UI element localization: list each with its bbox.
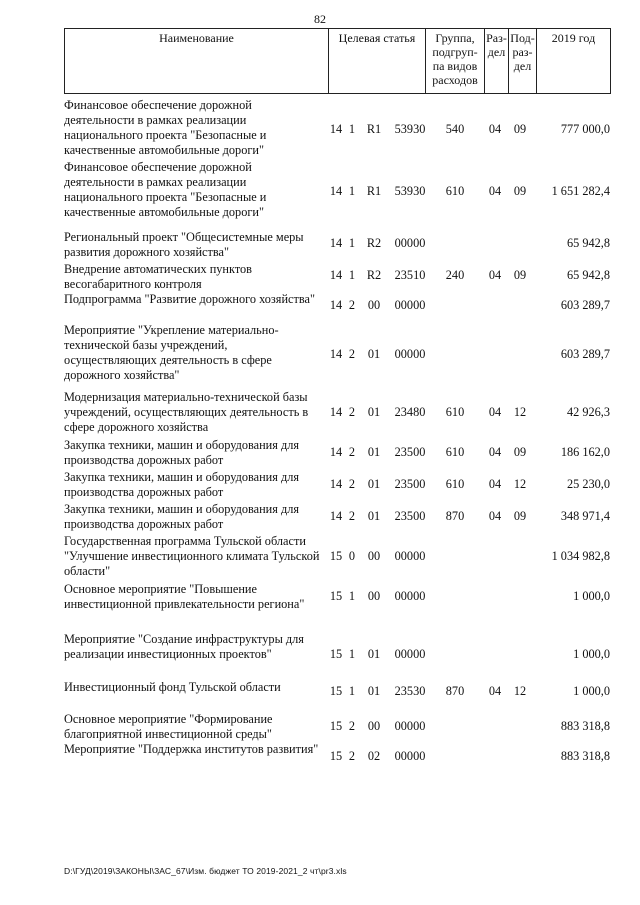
row-n: 00000: [394, 236, 426, 250]
row-s: 1: [348, 236, 356, 250]
row-n: 00000: [394, 549, 426, 563]
row-r: R2: [366, 268, 382, 282]
row-r: 01: [367, 684, 381, 698]
header-section: Раз-дел: [485, 29, 509, 94]
row-p: 15: [329, 684, 343, 698]
row-r: 01: [367, 347, 381, 361]
row-n: 00000: [394, 347, 426, 361]
row-amt: 348 971,4: [560, 509, 610, 523]
row-amt: 25 230,0: [566, 477, 610, 491]
row-s: 1: [348, 122, 356, 136]
row-amt: 1 651 282,4: [551, 184, 610, 198]
row-name: Финансовое обеспечение дорожной деятельности в рамках реализации национального проекта "Безопасные и качественные автомобильные дороги": [64, 98, 267, 157]
row-n: 23500: [394, 509, 426, 523]
row-amt: 186 162,0: [560, 445, 610, 459]
row-r: R1: [366, 184, 382, 198]
row-p: 14: [329, 236, 343, 250]
row-p: 15: [329, 719, 343, 733]
row-name: Закупка техники, машин и оборудования для производства дорожных работ: [64, 502, 300, 531]
row-n: 00000: [394, 719, 426, 733]
row-p: 14: [329, 405, 343, 419]
row-r: 01: [367, 647, 381, 661]
row-p: 14: [329, 509, 343, 523]
row-n: 00000: [394, 647, 426, 661]
row-name: Финансовое обеспечение дорожной деятельности в рамках реализации национального проекта "Безопасные и качественные автомобильные дороги": [64, 160, 267, 219]
row-r: 01: [367, 477, 381, 491]
row-pr: 09: [513, 509, 527, 523]
row-amt: 65 942,8: [566, 236, 610, 250]
row-rz: 04: [488, 509, 502, 523]
row-s: 0: [348, 549, 356, 563]
header-target: Целевая статья: [329, 29, 426, 94]
row-s: 2: [348, 749, 356, 763]
row-s: 2: [348, 298, 356, 312]
row-name: Мероприятие "Поддержка институтов развития": [64, 742, 319, 756]
row-amt: 603 289,7: [560, 347, 610, 361]
row-rz: 04: [488, 405, 502, 419]
header-subsection: Под-раз-дел: [509, 29, 537, 94]
row-rz: 04: [488, 445, 502, 459]
row-rz: 04: [488, 684, 502, 698]
row-s: 1: [348, 684, 356, 698]
row-p: 14: [329, 184, 343, 198]
row-amt: 883 318,8: [560, 749, 610, 763]
row-n: 23480: [394, 405, 426, 419]
row-r: R2: [366, 236, 382, 250]
row-name: Подпрограмма "Развитие дорожного хозяйства": [64, 292, 315, 306]
row-g: 240: [445, 268, 465, 282]
row-name: Мероприятие "Создание инфраструктуры для реализации инвестиционных проектов": [64, 632, 304, 661]
row-p: 14: [329, 268, 343, 282]
row-name: Государственная программа Тульской области "Улучшение инвестиционного климата Тульской области": [64, 534, 320, 578]
row-g: 610: [445, 184, 465, 198]
row-r: 02: [367, 749, 381, 763]
row-r: 01: [367, 509, 381, 523]
row-s: 2: [348, 347, 356, 361]
row-g: 610: [445, 477, 465, 491]
row-n: 53930: [394, 122, 426, 136]
row-rz: 04: [488, 184, 502, 198]
row-p: 15: [329, 589, 343, 603]
row-r: 01: [367, 405, 381, 419]
header-name: Наименование: [65, 29, 329, 94]
row-p: 14: [329, 477, 343, 491]
row-s: 2: [348, 405, 356, 419]
row-name: Закупка техники, машин и оборудования для производства дорожных работ: [64, 438, 300, 467]
row-rz: 04: [488, 268, 502, 282]
row-rz: 04: [488, 122, 502, 136]
header-year: 2019 год: [537, 29, 611, 94]
row-s: 1: [348, 647, 356, 661]
row-amt: 1 000,0: [573, 684, 610, 698]
row-name: Внедрение автоматических пунктов весогабаритного контроля: [64, 262, 252, 291]
row-r: 00: [367, 589, 381, 603]
row-r: R1: [366, 122, 382, 136]
row-p: 15: [329, 647, 343, 661]
row-g: 610: [445, 405, 465, 419]
row-n: 00000: [394, 749, 426, 763]
row-g: 870: [445, 509, 465, 523]
row-p: 14: [329, 298, 343, 312]
row-p: 15: [329, 749, 343, 763]
row-name: Инвестиционный фонд Тульской области: [64, 680, 281, 694]
row-name: Основное мероприятие "Формирование благоприятной инвестиционной среды": [64, 712, 273, 741]
row-r: 00: [367, 719, 381, 733]
row-pr: 09: [513, 122, 527, 136]
row-pr: 12: [513, 405, 527, 419]
row-n: 53930: [394, 184, 426, 198]
row-rz: 04: [488, 477, 502, 491]
row-n: 00000: [394, 298, 426, 312]
row-g: 870: [445, 684, 465, 698]
row-s: 2: [348, 719, 356, 733]
row-name: Закупка техники, машин и оборудования для производства дорожных работ: [64, 470, 300, 499]
row-s: 1: [348, 184, 356, 198]
row-p: 14: [329, 445, 343, 459]
row-r: 00: [367, 549, 381, 563]
row-g: 610: [445, 445, 465, 459]
row-name: Региональный проект "Общесистемные меры развития дорожного хозяйства": [64, 230, 304, 259]
row-r: 01: [367, 445, 381, 459]
row-n: 23530: [394, 684, 426, 698]
row-p: 14: [329, 347, 343, 361]
row-amt: 65 942,8: [566, 268, 610, 282]
row-amt: 1 000,0: [573, 647, 610, 661]
row-s: 1: [348, 589, 356, 603]
row-pr: 09: [513, 268, 527, 282]
row-p: 15: [329, 549, 343, 563]
row-s: 2: [348, 445, 356, 459]
row-amt: 42 926,3: [566, 405, 610, 419]
row-g: 540: [445, 122, 465, 136]
row-n: 00000: [394, 589, 426, 603]
row-amt: 1 000,0: [573, 589, 610, 603]
row-s: 2: [348, 509, 356, 523]
row-amt: 777 000,0: [560, 122, 610, 136]
row-pr: 12: [513, 477, 527, 491]
row-p: 14: [329, 122, 343, 136]
table-header: [64, 28, 610, 94]
header-group: Группа, подгруп-па видов расходов: [426, 29, 485, 94]
row-name: Основное мероприятие "Повышение инвестиционной привлекательности региона": [64, 582, 305, 611]
file-path-footer: D:\ГУД\2019\ЗАКОНЫ\ЗАС_67\Изм. бюджет ТО 2019-2021_2 чт\pr3.xls: [64, 866, 347, 876]
row-amt: 1 034 982,8: [551, 549, 610, 563]
row-pr: 09: [513, 184, 527, 198]
row-s: 2: [348, 477, 356, 491]
row-s: 1: [348, 268, 356, 282]
row-amt: 603 289,7: [560, 298, 610, 312]
row-r: 00: [367, 298, 381, 312]
row-name: Мероприятие "Укрепление материально-технической базы учреждений, осуществляющих деятельность в сфере дорожного хозяйства": [64, 323, 279, 382]
row-name: Модернизация материально-технической базы учреждений, осуществляющих деятельность в сфере дорожного хозяйства: [64, 390, 309, 434]
page-number: 82: [314, 12, 326, 26]
row-n: 23510: [394, 268, 426, 282]
row-n: 23500: [394, 477, 426, 491]
row-n: 23500: [394, 445, 426, 459]
row-amt: 883 318,8: [560, 719, 610, 733]
row-pr: 12: [513, 684, 527, 698]
row-pr: 09: [513, 445, 527, 459]
